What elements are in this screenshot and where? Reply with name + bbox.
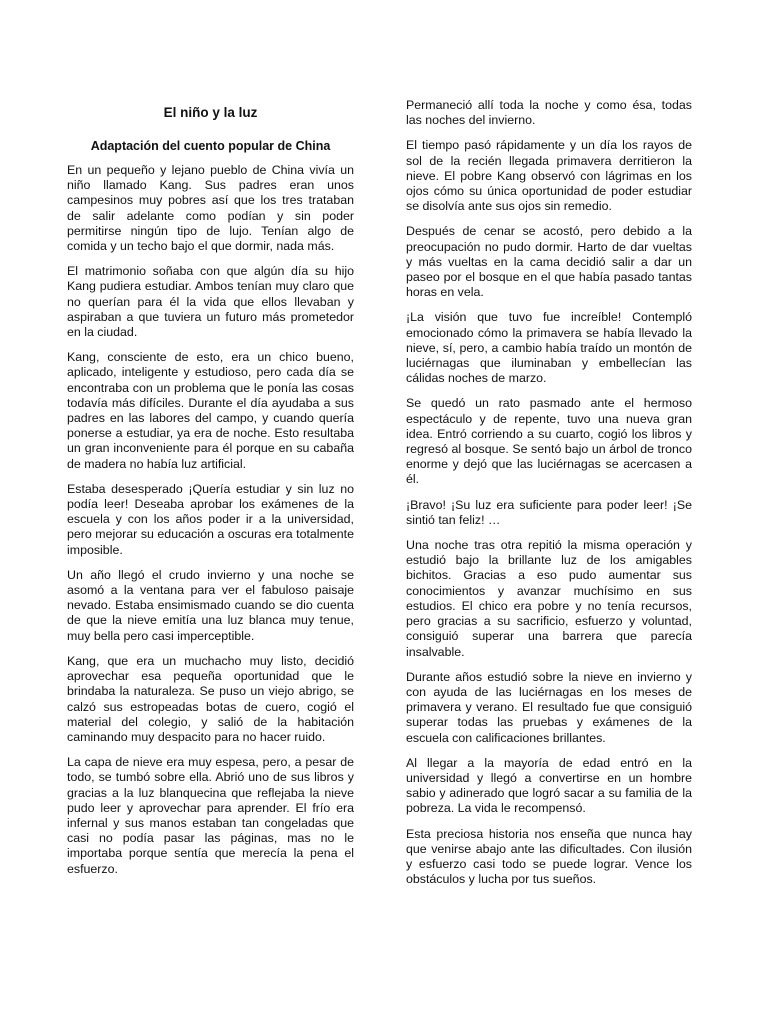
story-subtitle: Adaptación del cuento popular de China: [90, 139, 331, 153]
paragraph: ¡La visión que tuvo fue increíble! Contempló emocionado cómo la primavera se había llevado la nieve, sí, pero, a cambio había traído un montón de luciérnagas que iluminaban y embellecían las cálidas noches de marzo.: [406, 310, 692, 386]
right-column: [406, 98, 692, 897]
paragraph: La capa de nieve era muy espesa, pero, a pesar de todo, se tumbó sobre ella. Abrió uno de sus libros y gracias a la luz blanquecina que reflejaba la nieve pudo leer y aprovechar para aprender. El frío era infernal y sus manos estaban tan congeladas que casi no podía pasar las páginas, mas no le importaba porque sentía que merecía la pena el esfuerzo.: [67, 755, 354, 876]
paragraph: Después de cenar se acostó, pero debido a la preocupación no pudo dormir. Harto de dar vueltas y más vueltas en la cama decidió salir a dar un paseo por el bosque en el que había pasado tantas horas en vela.: [406, 224, 692, 300]
paragraph: Se quedó un rato pasmado ante el hermoso espectáculo y de repente, tuvo una nueva gran idea. Entró corriendo a su cuarto, cogió los libros y regresó al bosque. Se sentó bajo un árbol de tronco enorme y dejó que las luciérnagas se acercasen a él.: [406, 396, 692, 487]
paragraph: El matrimonio soñaba con que algún día su hijo Kang pudiera estudiar. Ambos tenían muy claro que no querían para él la vida que ellos llevaban y aspiraban a que tuviera un futuro más prometedor en la ciudad.: [67, 264, 354, 340]
left-column: [67, 104, 354, 887]
paragraph: Al llegar a la mayoría de edad entró en la universidad y llegó a convertirse en un hombre sabio y adinerado que logró sacar a su familia de la pobreza. La vida le recompensó.: [406, 755, 692, 816]
paragraph: Una noche tras otra repitió la misma operación y estudió bajo la brillante luz de los amigables bichitos. Gracias a eso pudo aumentar sus conocimientos y avanzar muchísimo en sus estudios. El chico era pobre y no tenía recursos, pero gracias a su sacrificio, esfuerzo y voluntad, consiguió superar una barrera que parecía insalvable.: [406, 538, 692, 659]
paragraph: El tiempo pasó rápidamente y un día los rayos de sol de la recién llegada primavera derritieron la nieve. El pobre Kang observó con lágrimas en los ojos cómo su única oportunidad de poder estudiar se disolvía ante sus ojos sin remedio.: [406, 138, 692, 214]
paragraph: Estaba desesperado ¡Quería estudiar y sin luz no podía leer! Deseaba aprobar los exámenes de la escuela y con los años poder ir a la universidad, pero mejorar su educación a oscuras era totalmente imposible.: [67, 481, 354, 557]
paragraph: En un pequeño y lejano pueblo de China vivía un niño llamado Kang. Sus padres eran unos campesinos muy pobres así que los tres trataban de salir adelante como podían y sin poder permitirse ningún tipo de lujo. Tenían algo de comida y un techo bajo el que dormir, nada más.: [67, 163, 354, 254]
paragraph: Durante años estudió sobre la nieve en invierno y con ayuda de las luciérnagas en los meses de primavera y verano. El resultado fue que consiguió superar todas las pruebas y exámenes de la escuela con calificaciones brillantes.: [406, 669, 692, 745]
paragraph: Esta preciosa historia nos enseña que nunca hay que venirse abajo ante las dificultades. Con ilusión y esfuerzo casi todo se puede lograr. Vence los obstáculos y lucha por tus sueños.: [406, 826, 692, 887]
paragraph: Kang, que era un muchacho muy listo, decidió aprovechar esa pequeña oportunidad que le brindaba la naturaleza. Se puso un viejo abrigo, se calzó sus estropeadas botas de cuero, cogió el material del colegio, y salió de la habitación caminando muy despacito para no hacer ruido.: [67, 653, 354, 744]
story-title: El niño y la luz: [163, 105, 258, 120]
paragraph: Permaneció allí toda la noche y como ésa, todas las noches del invierno.: [406, 98, 692, 128]
paragraph: ¡Bravo! ¡Su luz era suficiente para poder leer! ¡Se sintió tan feliz! …: [406, 497, 692, 527]
paragraph: Kang, consciente de esto, era un chico bueno, aplicado, inteligente y estudioso, pero cada día se encontraba con un problema que le ponía las cosas todavía más difíciles. Durante el día ayudaba a sus padres en las labores del campo, y cuando quería ponerse a estudiar, ya era de noche. Esto resultaba un gran inconveniente para él porque en su cabaña de madera no había luz artificial.: [67, 350, 354, 471]
paragraph: Un año llegó el crudo invierno y una noche se asomó a la ventana para ver el fabuloso paisaje nevado. Estaba ensimismado cuando se dio cuenta de que la nieve emitía una luz blanca muy tenue, muy bella pero casi imperceptible.: [67, 567, 354, 643]
